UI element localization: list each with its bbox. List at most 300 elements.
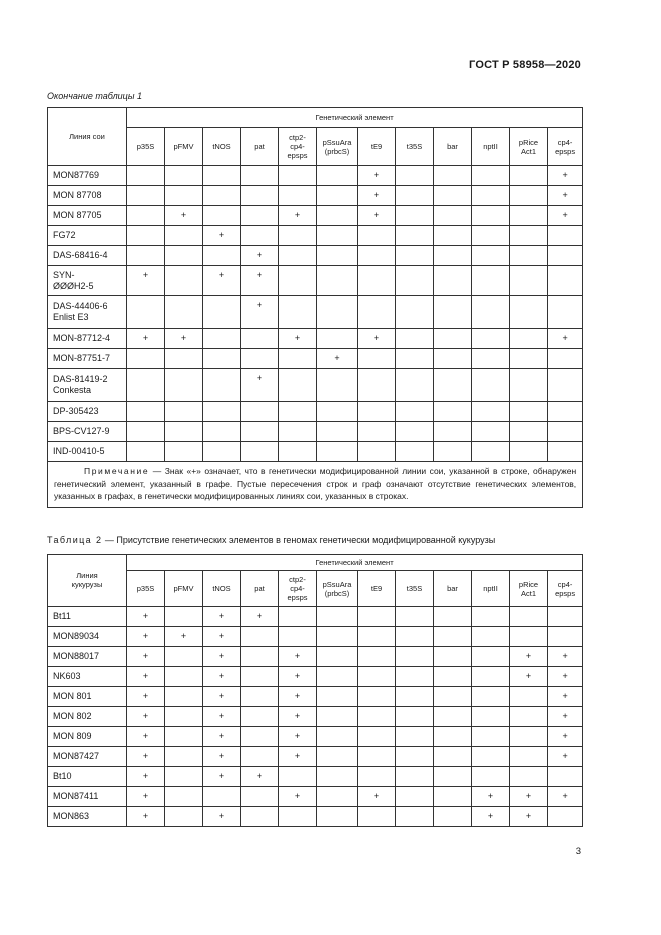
element-presence-cell <box>317 787 358 807</box>
element-presence-cell <box>472 246 510 266</box>
column-header: pFMV <box>165 128 203 166</box>
column-header: pat <box>241 571 279 607</box>
element-presence-cell <box>241 807 279 827</box>
line-column-header: Линия кукурузы <box>48 555 127 607</box>
page-number: 3 <box>575 846 581 857</box>
element-presence-cell <box>279 422 317 442</box>
element-presence-cell <box>434 349 472 369</box>
element-presence-cell <box>396 296 434 329</box>
element-presence-cell: + <box>127 707 165 727</box>
element-presence-cell <box>241 226 279 246</box>
element-presence-cell: + <box>127 687 165 707</box>
element-presence-cell <box>472 226 510 246</box>
element-presence-cell <box>548 246 583 266</box>
table-row <box>48 747 583 767</box>
line-name: Bt10 <box>48 767 127 787</box>
element-presence-cell: + <box>548 647 583 667</box>
element-presence-cell <box>317 727 358 747</box>
element-presence-cell <box>434 767 472 787</box>
element-presence-cell <box>241 422 279 442</box>
element-presence-cell <box>434 266 472 296</box>
element-presence-cell <box>396 206 434 226</box>
element-presence-cell <box>472 402 510 422</box>
element-presence-cell <box>472 349 510 369</box>
column-header: ctp2- cp4- epsps <box>279 571 317 607</box>
element-presence-cell: + <box>203 647 241 667</box>
element-presence-cell <box>510 296 548 329</box>
element-presence-cell <box>548 402 583 422</box>
element-presence-cell <box>127 402 165 422</box>
table-row <box>48 266 583 296</box>
element-presence-cell <box>279 607 317 627</box>
element-presence-cell: + <box>203 687 241 707</box>
element-presence-cell <box>434 747 472 767</box>
element-presence-cell <box>241 329 279 349</box>
element-presence-cell <box>358 667 396 687</box>
element-presence-cell <box>396 747 434 767</box>
table-row <box>48 442 583 462</box>
element-presence-cell <box>396 607 434 627</box>
element-presence-cell <box>317 296 358 329</box>
element-presence-cell: + <box>279 747 317 767</box>
element-presence-cell: + <box>241 246 279 266</box>
column-header: nptII <box>472 128 510 166</box>
element-presence-cell <box>434 787 472 807</box>
element-presence-cell: + <box>203 627 241 647</box>
element-presence-cell <box>510 369 548 402</box>
element-presence-cell: + <box>548 186 583 206</box>
element-presence-cell <box>434 186 472 206</box>
element-presence-cell <box>510 767 548 787</box>
table-row <box>48 767 583 787</box>
element-presence-cell <box>358 349 396 369</box>
table-row <box>48 329 583 349</box>
element-presence-cell <box>434 369 472 402</box>
table-row <box>48 607 583 627</box>
element-presence-cell <box>241 787 279 807</box>
element-presence-cell <box>127 349 165 369</box>
line-name: MON87769 <box>48 166 127 186</box>
element-presence-cell <box>317 329 358 349</box>
table1-note <box>48 462 583 508</box>
element-presence-cell: + <box>548 747 583 767</box>
element-presence-cell <box>548 767 583 787</box>
element-presence-cell: + <box>510 807 548 827</box>
element-presence-cell: + <box>472 807 510 827</box>
element-presence-cell <box>434 166 472 186</box>
element-presence-cell <box>203 349 241 369</box>
element-presence-cell <box>358 707 396 727</box>
element-presence-cell <box>203 186 241 206</box>
element-presence-cell <box>165 767 203 787</box>
table-row <box>48 206 583 226</box>
line-name: NK603 <box>48 667 127 687</box>
element-presence-cell <box>279 349 317 369</box>
element-presence-cell <box>165 226 203 246</box>
element-presence-cell <box>317 266 358 296</box>
element-presence-cell <box>396 807 434 827</box>
element-presence-cell <box>279 767 317 787</box>
element-presence-cell <box>510 166 548 186</box>
element-presence-cell <box>510 707 548 727</box>
element-presence-cell <box>472 707 510 727</box>
element-presence-cell: + <box>203 767 241 787</box>
element-presence-cell <box>317 442 358 462</box>
element-presence-cell <box>165 369 203 402</box>
column-header: tE9 <box>358 128 396 166</box>
element-presence-cell <box>548 607 583 627</box>
element-presence-cell <box>165 807 203 827</box>
line-name: MON87427 <box>48 747 127 767</box>
column-header: bar <box>434 128 472 166</box>
column-header: tNOS <box>203 128 241 166</box>
element-presence-cell <box>548 807 583 827</box>
element-presence-cell <box>358 246 396 266</box>
line-name: MON863 <box>48 807 127 827</box>
element-presence-cell <box>279 266 317 296</box>
element-presence-cell <box>548 226 583 246</box>
element-presence-cell: + <box>127 727 165 747</box>
element-presence-cell <box>317 166 358 186</box>
element-presence-cell <box>203 296 241 329</box>
element-presence-cell <box>317 206 358 226</box>
element-presence-cell <box>548 296 583 329</box>
element-presence-cell: + <box>127 807 165 827</box>
element-presence-cell <box>358 422 396 442</box>
element-presence-cell <box>396 627 434 647</box>
table-row <box>48 422 583 442</box>
element-presence-cell <box>203 166 241 186</box>
element-presence-cell <box>279 402 317 422</box>
element-presence-cell <box>317 667 358 687</box>
element-presence-cell: + <box>279 727 317 747</box>
element-presence-cell <box>434 807 472 827</box>
element-presence-cell <box>358 747 396 767</box>
element-presence-cell <box>472 266 510 296</box>
element-presence-cell <box>396 647 434 667</box>
table-row <box>48 807 583 827</box>
line-name: DAS-44406-6 Enlist E3 <box>48 296 127 329</box>
table-row <box>48 226 583 246</box>
line-name: Bt11 <box>48 607 127 627</box>
note-label: Примечание <box>84 466 150 476</box>
table-row <box>48 707 583 727</box>
element-presence-cell <box>434 402 472 422</box>
table2-caption-label: Таблица 2 <box>47 535 103 545</box>
element-presence-cell: + <box>241 369 279 402</box>
column-header: ctp2- cp4- epsps <box>279 128 317 166</box>
element-presence-cell: + <box>358 186 396 206</box>
element-presence-cell: + <box>510 647 548 667</box>
element-presence-cell <box>241 707 279 727</box>
element-presence-cell <box>127 206 165 226</box>
element-presence-cell <box>434 246 472 266</box>
element-presence-cell: + <box>203 607 241 627</box>
element-presence-cell <box>317 747 358 767</box>
element-presence-cell: + <box>548 166 583 186</box>
element-presence-cell <box>510 349 548 369</box>
element-presence-cell <box>358 296 396 329</box>
element-presence-cell <box>472 206 510 226</box>
element-presence-cell <box>165 707 203 727</box>
element-presence-cell <box>472 627 510 647</box>
column-header: cp4- epsps <box>548 128 583 166</box>
element-presence-cell <box>434 329 472 349</box>
element-presence-cell <box>165 246 203 266</box>
column-header: p35S <box>127 571 165 607</box>
element-presence-cell <box>434 607 472 627</box>
element-presence-cell <box>241 667 279 687</box>
column-header: tNOS <box>203 571 241 607</box>
element-presence-cell <box>317 767 358 787</box>
element-presence-cell <box>317 422 358 442</box>
element-presence-cell <box>548 369 583 402</box>
element-presence-cell <box>434 647 472 667</box>
element-presence-cell <box>279 627 317 647</box>
element-presence-cell <box>241 747 279 767</box>
line-name: MON 87708 <box>48 186 127 206</box>
element-presence-cell <box>510 206 548 226</box>
element-presence-cell <box>434 627 472 647</box>
element-presence-cell <box>358 807 396 827</box>
element-presence-cell <box>165 296 203 329</box>
element-presence-cell <box>165 687 203 707</box>
column-header: pRice Act1 <box>510 571 548 607</box>
element-presence-cell <box>358 226 396 246</box>
line-name: MON-87751-7 <box>48 349 127 369</box>
line-name: MON-87712-4 <box>48 329 127 349</box>
element-presence-cell <box>358 627 396 647</box>
element-presence-cell <box>472 767 510 787</box>
element-presence-cell: + <box>548 329 583 349</box>
element-presence-cell <box>165 186 203 206</box>
element-presence-cell: + <box>279 206 317 226</box>
element-presence-cell <box>510 442 548 462</box>
element-presence-cell <box>317 402 358 422</box>
element-presence-cell <box>548 266 583 296</box>
element-presence-cell <box>241 442 279 462</box>
column-header: pSsuAra (prbcS) <box>317 128 358 166</box>
element-presence-cell <box>510 422 548 442</box>
element-presence-cell <box>548 442 583 462</box>
element-presence-cell <box>317 226 358 246</box>
column-header: pat <box>241 128 279 166</box>
line-name: MON88017 <box>48 647 127 667</box>
element-presence-cell <box>510 329 548 349</box>
element-presence-cell: + <box>165 206 203 226</box>
element-presence-cell <box>241 647 279 667</box>
element-presence-cell: + <box>203 226 241 246</box>
element-presence-cell <box>396 767 434 787</box>
element-presence-cell <box>127 186 165 206</box>
element-presence-cell <box>510 246 548 266</box>
line-name: MON89034 <box>48 627 127 647</box>
element-presence-cell <box>396 787 434 807</box>
element-presence-cell <box>241 186 279 206</box>
element-presence-cell <box>396 369 434 402</box>
element-presence-cell: + <box>127 266 165 296</box>
element-presence-cell <box>165 787 203 807</box>
element-presence-cell <box>279 246 317 266</box>
table2-caption-text: — Присутствие генетических элементов в геномах генетически модифицированной кукурузы <box>102 535 496 545</box>
element-presence-cell <box>165 166 203 186</box>
element-presence-cell <box>510 607 548 627</box>
table-row <box>48 727 583 747</box>
element-presence-cell: + <box>127 627 165 647</box>
element-presence-cell <box>165 607 203 627</box>
element-presence-cell <box>165 349 203 369</box>
element-presence-cell <box>396 402 434 422</box>
column-header: t35S <box>396 571 434 607</box>
element-presence-cell: + <box>317 349 358 369</box>
element-presence-cell <box>396 349 434 369</box>
element-presence-cell <box>396 687 434 707</box>
element-presence-cell <box>203 329 241 349</box>
element-presence-cell <box>317 369 358 402</box>
element-presence-cell <box>472 369 510 402</box>
element-presence-cell <box>279 807 317 827</box>
element-presence-cell <box>241 627 279 647</box>
element-presence-cell <box>358 647 396 667</box>
element-presence-cell: + <box>279 787 317 807</box>
element-presence-cell <box>472 422 510 442</box>
element-presence-cell <box>396 186 434 206</box>
element-presence-cell <box>279 226 317 246</box>
element-presence-cell <box>358 369 396 402</box>
column-header: p35S <box>127 128 165 166</box>
element-presence-cell <box>358 266 396 296</box>
line-name: FG72 <box>48 226 127 246</box>
element-presence-cell: + <box>279 647 317 667</box>
element-presence-cell <box>203 442 241 462</box>
element-presence-cell <box>127 296 165 329</box>
element-presence-cell <box>127 246 165 266</box>
element-presence-cell <box>165 422 203 442</box>
element-presence-cell <box>317 246 358 266</box>
element-presence-cell: + <box>127 329 165 349</box>
genetic-element-group-header: Генетический элемент <box>127 555 583 571</box>
element-presence-cell: + <box>127 747 165 767</box>
element-presence-cell <box>434 707 472 727</box>
element-presence-cell <box>396 422 434 442</box>
element-presence-cell <box>203 369 241 402</box>
element-presence-cell: + <box>548 787 583 807</box>
element-presence-cell: + <box>358 329 396 349</box>
element-presence-cell <box>241 687 279 707</box>
element-presence-cell <box>396 329 434 349</box>
element-presence-cell: + <box>548 667 583 687</box>
element-presence-cell <box>279 369 317 402</box>
element-presence-cell: + <box>203 707 241 727</box>
element-presence-cell: + <box>127 787 165 807</box>
element-presence-cell: + <box>510 787 548 807</box>
genetic-element-group-header: Генетический элемент <box>127 108 583 128</box>
element-presence-cell <box>241 206 279 226</box>
element-presence-cell: + <box>165 627 203 647</box>
element-presence-cell: + <box>279 667 317 687</box>
element-presence-cell <box>548 349 583 369</box>
column-header: t35S <box>396 128 434 166</box>
column-header: bar <box>434 571 472 607</box>
element-presence-cell <box>434 687 472 707</box>
element-presence-cell <box>165 667 203 687</box>
element-presence-cell: + <box>127 667 165 687</box>
element-presence-cell <box>472 727 510 747</box>
element-presence-cell <box>127 442 165 462</box>
table2-caption <box>47 535 495 545</box>
table-row <box>48 687 583 707</box>
line-name: DAS-68416-4 <box>48 246 127 266</box>
element-presence-cell <box>396 266 434 296</box>
element-presence-cell <box>358 767 396 787</box>
element-presence-cell <box>279 296 317 329</box>
maize-genetic-elements-table <box>47 554 583 827</box>
element-presence-cell: + <box>279 329 317 349</box>
element-presence-cell: + <box>472 787 510 807</box>
element-presence-cell <box>472 166 510 186</box>
line-name: SYN- ØØØH2-5 <box>48 266 127 296</box>
table-row <box>48 627 583 647</box>
element-presence-cell <box>434 442 472 462</box>
column-header: cp4- epsps <box>548 571 583 607</box>
element-presence-cell <box>127 422 165 442</box>
element-presence-cell: + <box>548 687 583 707</box>
element-presence-cell <box>317 186 358 206</box>
element-presence-cell <box>472 296 510 329</box>
table-row <box>48 166 583 186</box>
element-presence-cell <box>510 747 548 767</box>
line-name: IND-00410-5 <box>48 442 127 462</box>
element-presence-cell <box>434 206 472 226</box>
element-presence-cell <box>358 687 396 707</box>
element-presence-cell: + <box>279 707 317 727</box>
table-row <box>48 369 583 402</box>
element-presence-cell <box>165 442 203 462</box>
element-presence-cell <box>358 727 396 747</box>
element-presence-cell <box>548 627 583 647</box>
table-row <box>48 667 583 687</box>
line-name: MON 802 <box>48 707 127 727</box>
element-presence-cell: + <box>548 707 583 727</box>
element-presence-cell <box>396 707 434 727</box>
element-presence-cell <box>241 402 279 422</box>
element-presence-cell <box>472 747 510 767</box>
element-presence-cell <box>472 607 510 627</box>
element-presence-cell <box>510 186 548 206</box>
line-name: DAS-81419-2 Conkesta <box>48 369 127 402</box>
element-presence-cell <box>241 349 279 369</box>
element-presence-cell <box>510 627 548 647</box>
soy-genetic-elements-table <box>47 107 583 508</box>
line-name: MON 809 <box>48 727 127 747</box>
element-presence-cell <box>396 667 434 687</box>
line-name: BPS-CV127-9 <box>48 422 127 442</box>
element-presence-cell: + <box>203 747 241 767</box>
element-presence-cell: + <box>358 206 396 226</box>
element-presence-cell <box>317 687 358 707</box>
element-presence-cell <box>203 206 241 226</box>
element-presence-cell <box>241 166 279 186</box>
table1-caption: Окончание таблицы 1 <box>47 91 142 101</box>
element-presence-cell <box>510 687 548 707</box>
element-presence-cell <box>472 667 510 687</box>
element-presence-cell: + <box>241 296 279 329</box>
element-presence-cell <box>317 707 358 727</box>
table-row <box>48 647 583 667</box>
table-row <box>48 402 583 422</box>
element-presence-cell: + <box>165 329 203 349</box>
element-presence-cell <box>127 226 165 246</box>
